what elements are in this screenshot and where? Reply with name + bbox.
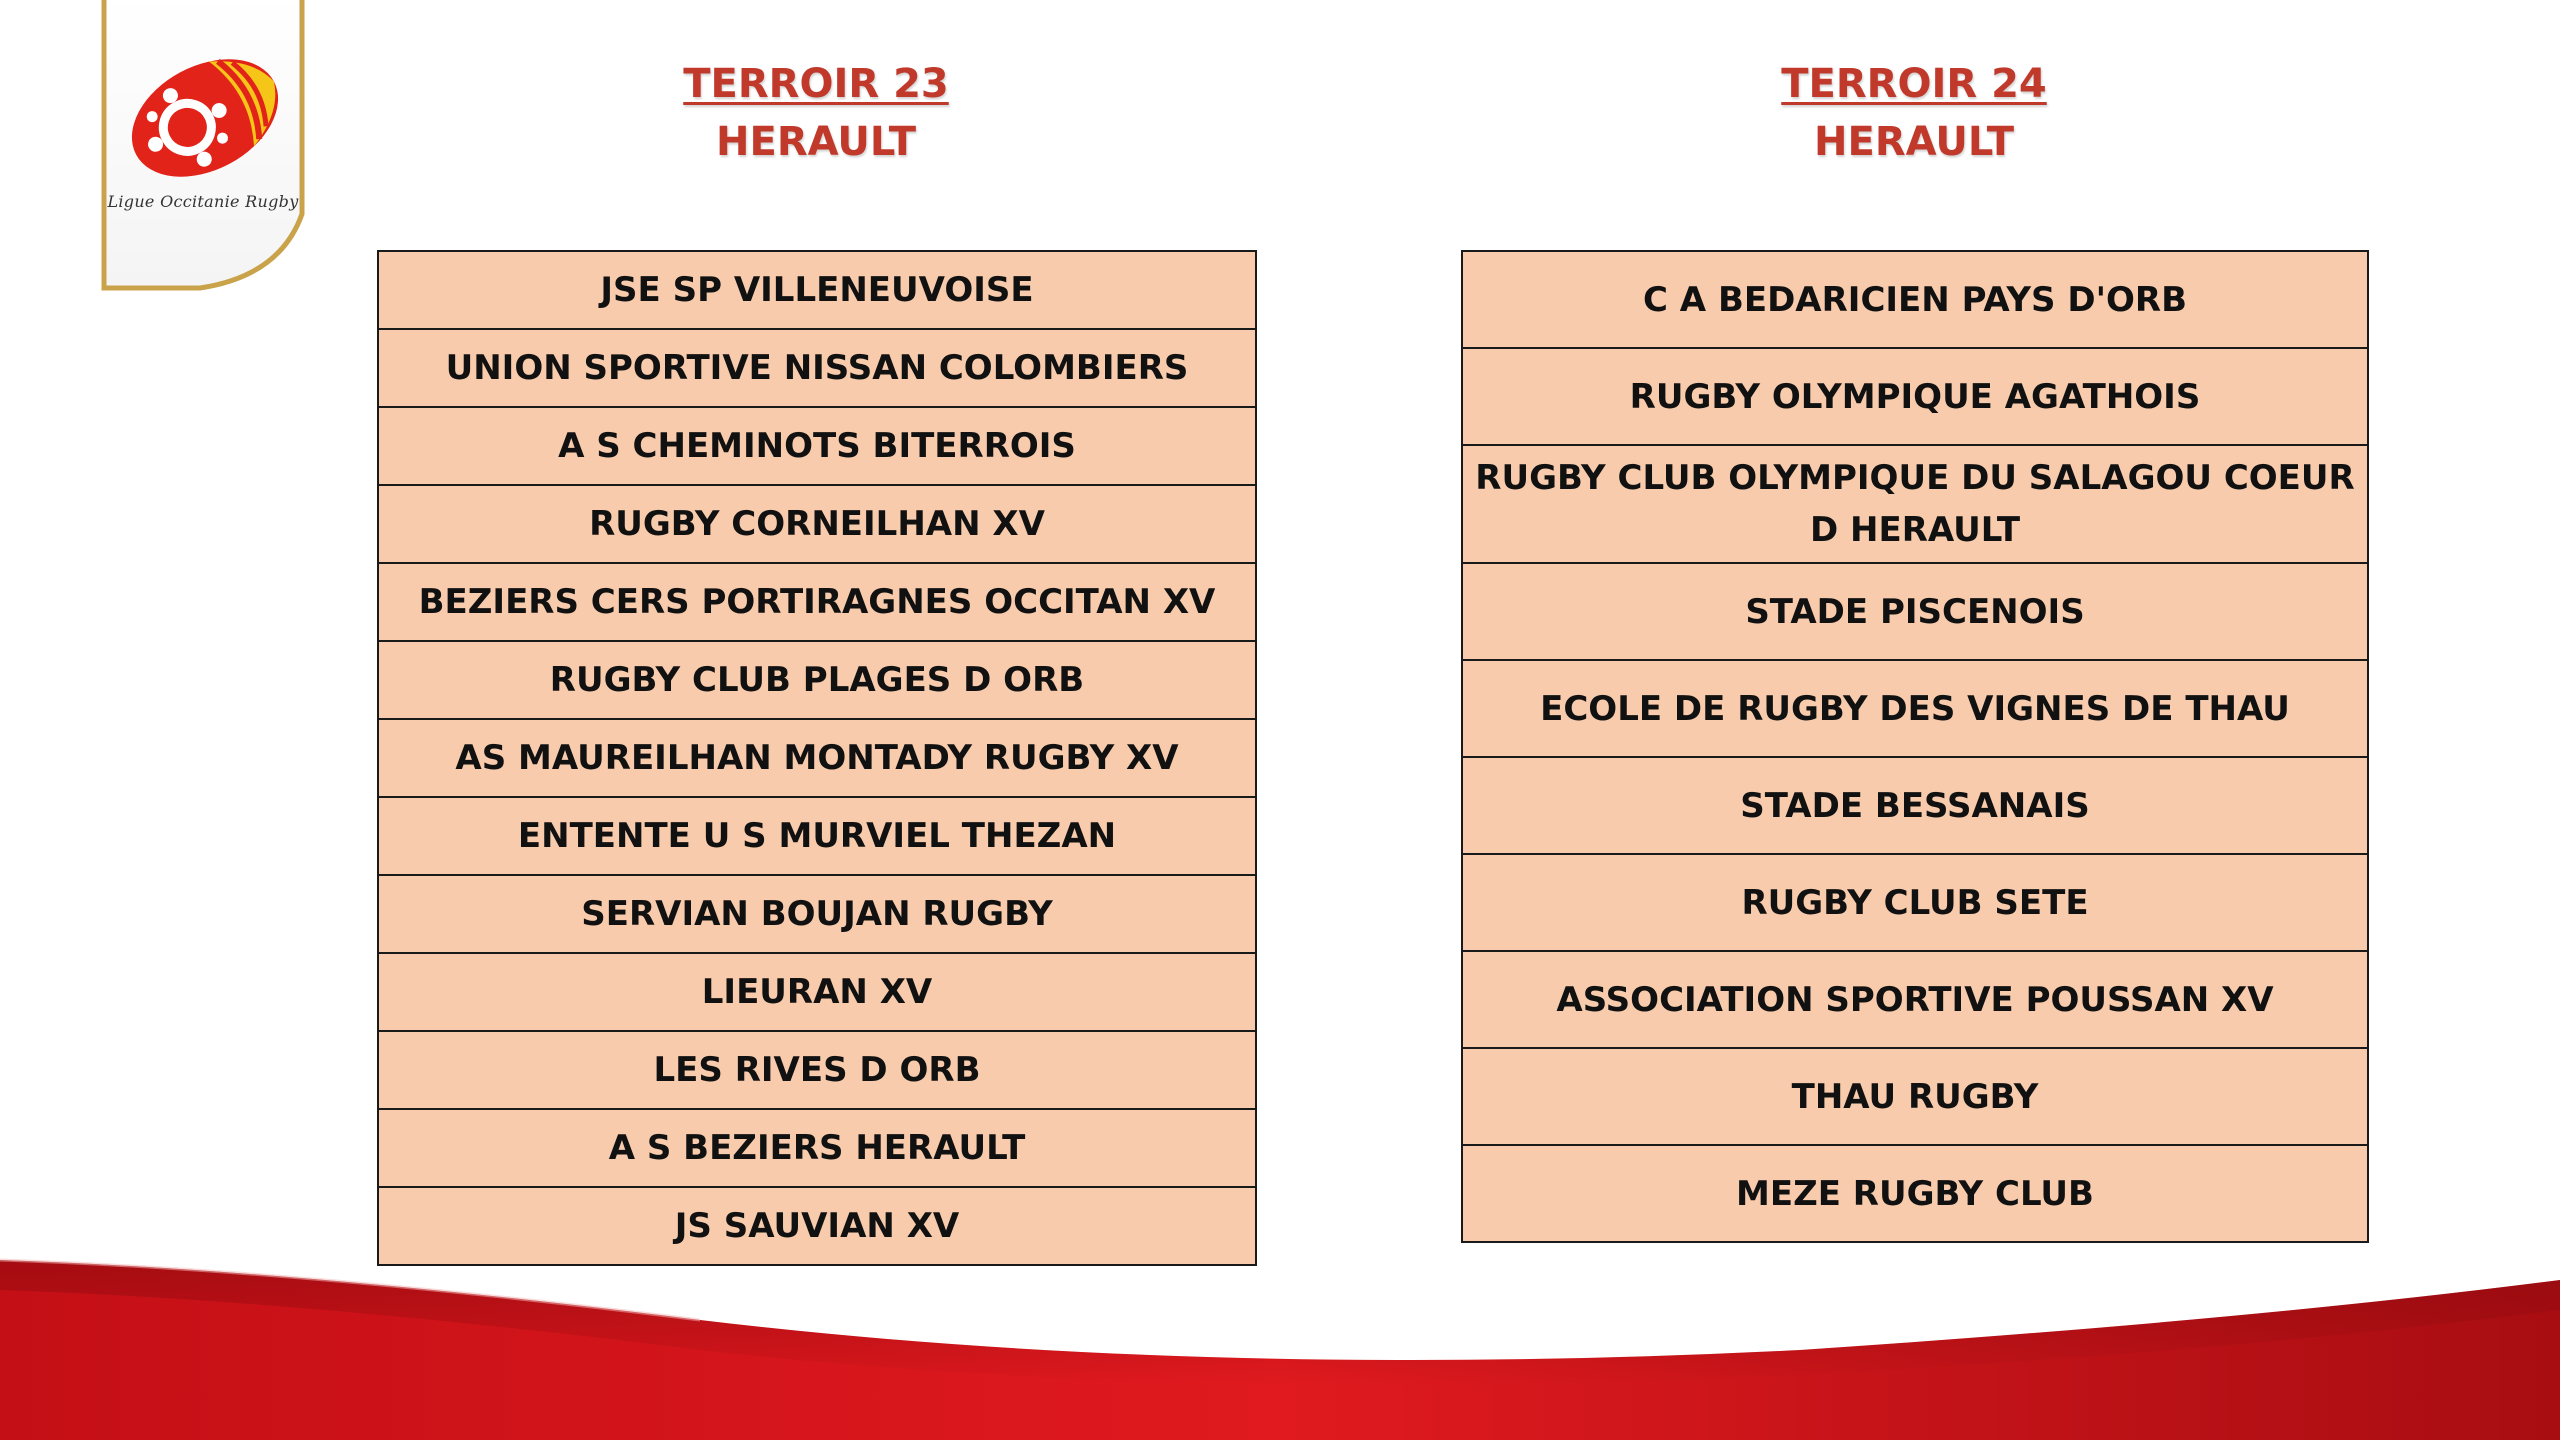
table-row xyxy=(1462,951,2368,1048)
club-cell: A S BEZIERS HERAULT xyxy=(378,1109,1256,1187)
club-cell: STADE BESSANAIS xyxy=(1462,757,2368,854)
table-row xyxy=(378,563,1256,641)
club-cell: LES RIVES D ORB xyxy=(378,1031,1256,1109)
table-row xyxy=(1462,1048,2368,1145)
club-cell: UNION SPORTIVE NISSAN COLOMBIERS xyxy=(378,329,1256,407)
table-row xyxy=(1462,563,2368,660)
club-cell: C A BEDARICIEN PAYS D'ORB xyxy=(1462,251,2368,348)
club-cell: STADE PISCENOIS xyxy=(1462,563,2368,660)
terroir-23-subtitle: HERAULT xyxy=(716,119,916,165)
club-cell: ECOLE DE RUGBY DES VIGNES DE THAU xyxy=(1462,660,2368,757)
terroir-23-title: TERROIR 23 xyxy=(683,61,949,107)
table-row xyxy=(378,251,1256,329)
table-row xyxy=(378,953,1256,1031)
club-cell: JSE SP VILLENEUVOISE xyxy=(378,251,1256,329)
ligue-occitanie-logo xyxy=(100,0,306,296)
table-row xyxy=(1462,445,2368,563)
table-row xyxy=(378,485,1256,563)
club-cell: ENTENTE U S MURVIEL THEZAN xyxy=(378,797,1256,875)
logo-caption: Ligue Occitanie Rugby xyxy=(107,192,299,211)
table-row xyxy=(378,329,1256,407)
table-row xyxy=(1462,1145,2368,1242)
club-cell: RUGBY CLUB SETE xyxy=(1462,854,2368,951)
club-cell: A S CHEMINOTS BITERROIS xyxy=(378,407,1256,485)
table-row xyxy=(378,719,1256,797)
terroir-24-heading xyxy=(1614,55,2214,171)
table-row xyxy=(1462,757,2368,854)
logo-shield-icon xyxy=(100,0,306,296)
footer-swoosh xyxy=(0,1240,2560,1440)
club-cell: THAU RUGBY xyxy=(1462,1048,2368,1145)
club-cell: MEZE RUGBY CLUB xyxy=(1462,1145,2368,1242)
table-row xyxy=(1462,348,2368,445)
club-cell: ASSOCIATION SPORTIVE POUSSAN XV xyxy=(1462,951,2368,1048)
table-row xyxy=(378,797,1256,875)
club-cell: RUGBY OLYMPIQUE AGATHOIS xyxy=(1462,348,2368,445)
table-row xyxy=(1462,251,2368,348)
club-cell: RUGBY CLUB PLAGES D ORB xyxy=(378,641,1256,719)
club-cell: AS MAUREILHAN MONTADY RUGBY XV xyxy=(378,719,1256,797)
table-row xyxy=(378,875,1256,953)
table-row xyxy=(378,407,1256,485)
club-cell: BEZIERS CERS PORTIRAGNES OCCITAN XV xyxy=(378,563,1256,641)
terroir-23-club-table xyxy=(377,250,1257,1266)
club-cell: RUGBY CLUB OLYMPIQUE DU SALAGOU COEUR D HERAULT xyxy=(1462,445,2368,563)
table-row xyxy=(1462,660,2368,757)
club-cell: SERVIAN BOUJAN RUGBY xyxy=(378,875,1256,953)
club-cell: JS SAUVIAN XV xyxy=(378,1187,1256,1265)
table-row xyxy=(378,1109,1256,1187)
terroir-24-club-table xyxy=(1461,250,2369,1243)
table-row xyxy=(378,641,1256,719)
table-row xyxy=(378,1031,1256,1109)
terroir-24-subtitle: HERAULT xyxy=(1814,119,2014,165)
table-row xyxy=(1462,854,2368,951)
terroir-23-heading xyxy=(516,55,1116,171)
terroir-24-title: TERROIR 24 xyxy=(1781,61,2047,107)
club-cell: LIEURAN XV xyxy=(378,953,1256,1031)
club-cell: RUGBY CORNEILHAN XV xyxy=(378,485,1256,563)
